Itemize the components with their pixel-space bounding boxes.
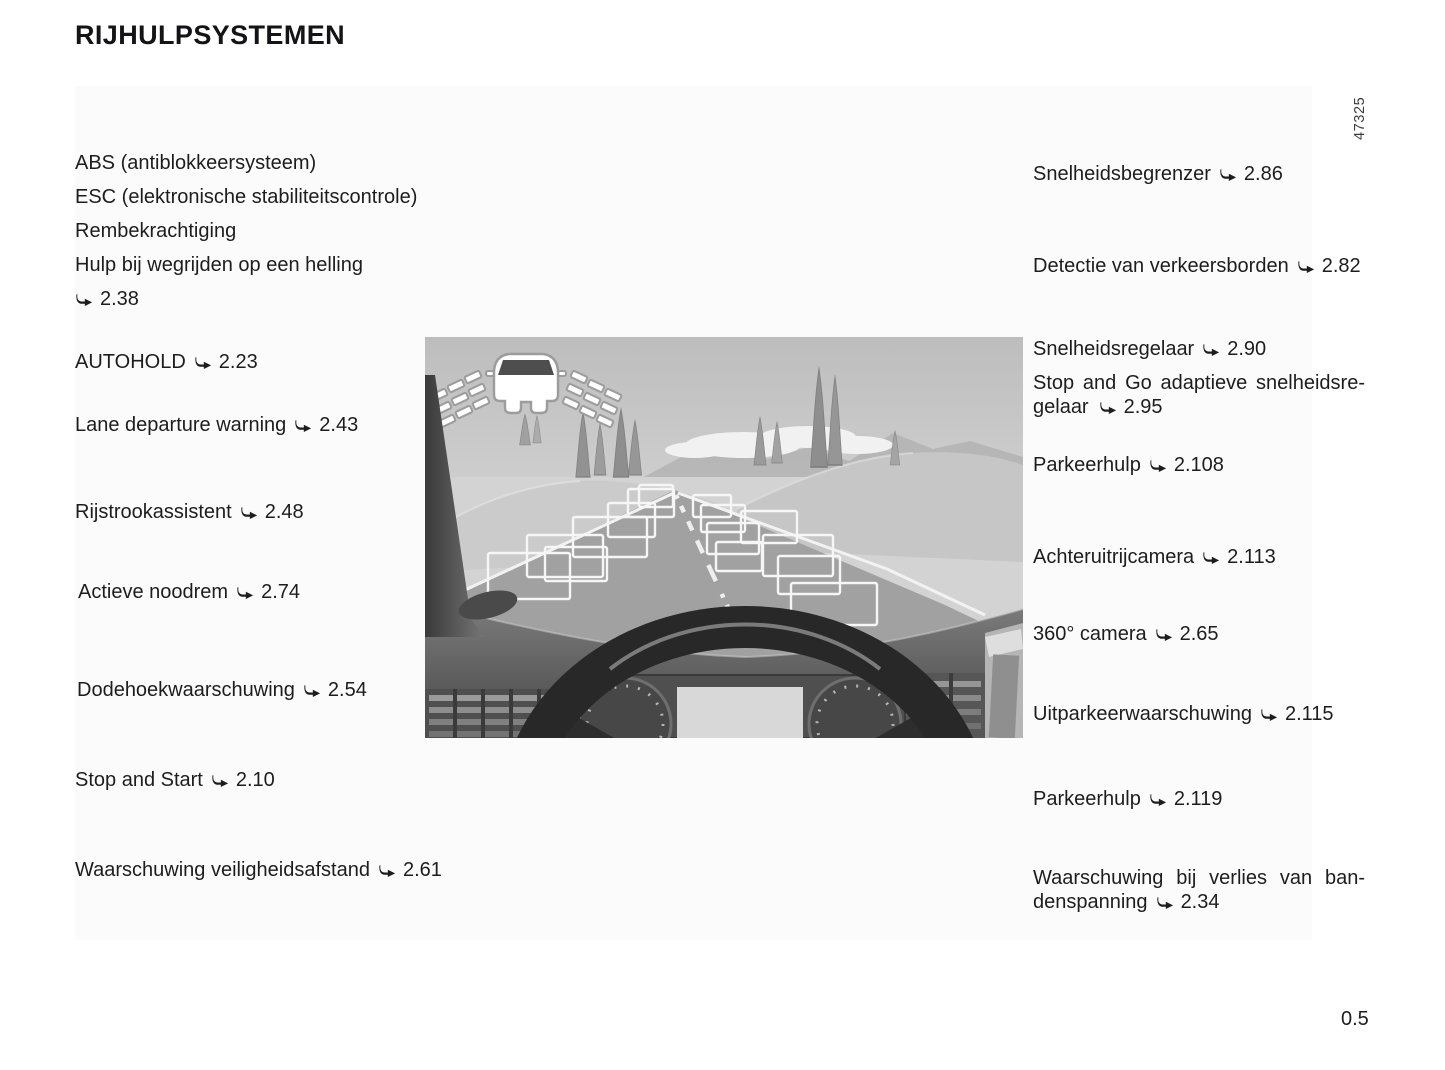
toc-line: ABS (antiblokkeersysteem): [75, 152, 317, 174]
toc-item-stop-and-start: [75, 768, 275, 792]
page-ref-number: 2.113: [1227, 546, 1276, 568]
car-mirror-left: [486, 371, 494, 376]
page-ref-number: 2.74: [261, 581, 301, 603]
page-ref-arrow-icon: [303, 685, 321, 697]
toc-line: Waarschuwing bij verlies van ban-: [1033, 867, 1365, 889]
toc-ref-line: [75, 282, 417, 316]
toc-item-achteruitrijcamera: [1033, 545, 1276, 569]
page-ref-arrow-icon: [1297, 261, 1315, 273]
toc-item-label: 360° camera: [1033, 623, 1147, 645]
cluster-display: [677, 687, 803, 738]
page-ref-number: 2.65: [1179, 623, 1219, 645]
page-ref-number: 2.61: [402, 859, 442, 881]
toc-item-label: Waarschuwing veiligheidsafstand: [75, 859, 370, 881]
page-ref-number: 2.90: [1227, 338, 1267, 360]
toc-item-snelheidsregelaar: [1033, 337, 1266, 361]
toc-line: Rembekrachtiging: [75, 220, 237, 242]
toc-item-label: AUTOHOLD: [75, 351, 186, 373]
car-mirror-right: [558, 371, 566, 376]
windshield-driver-assist-illustration: [425, 337, 1023, 738]
toc-item-360-camera: [1033, 622, 1219, 646]
toc-item-label: Actieve noodrem: [78, 581, 229, 603]
figure-number: 47325: [1352, 96, 1368, 140]
toc-item-label: Detectie van verkeersborden: [1033, 255, 1289, 277]
toc-item-verkeersborden: [1033, 254, 1361, 278]
instrument-cluster: [575, 675, 905, 738]
page-ref-arrow-icon: [1149, 460, 1167, 472]
toc-item-label: Snelheidsbegrenzer: [1033, 163, 1211, 185]
toc-item-label: Parkeerhulp: [1033, 788, 1141, 810]
toc-item-bandenspanning: [1033, 866, 1365, 914]
page-ref-number: 2.23: [218, 351, 258, 373]
toc-item-parkeerhulp-2: [1033, 787, 1222, 811]
page-ref-arrow-icon: [211, 775, 229, 787]
page-ref-number: 2.34: [1180, 891, 1220, 913]
toc-item-uitparkeerwaarschuwing: [1033, 702, 1334, 726]
toc-line: [1033, 395, 1365, 419]
toc-item-veiligheidsafstand: [75, 858, 442, 882]
page-ref-number: 2.119: [1173, 788, 1223, 810]
page-ref-number: 2.38: [100, 288, 139, 310]
toc-item-adaptieve-snelheidsregelaar: [1033, 371, 1365, 419]
toc-item-label: Rijstrookassistent: [75, 501, 232, 523]
toc-item-lane-departure: [75, 413, 358, 437]
page-ref-arrow-icon: [378, 865, 396, 877]
page-ref-arrow-icon: [1202, 552, 1220, 564]
center-console-panel: [985, 623, 1023, 738]
page-ref-arrow-icon: [240, 507, 258, 519]
page-ref-arrow-icon: [194, 357, 212, 369]
toc-item-label: Uitparkeerwaarschuwing: [1033, 703, 1252, 725]
page-ref-number: 2.115: [1284, 703, 1334, 725]
page-ref-arrow-icon: [1219, 169, 1237, 181]
page-ref-arrow-icon: [236, 587, 254, 599]
toc-item-autohold: [75, 350, 258, 374]
toc-item-snelheidsbegrenzer: [1033, 162, 1283, 186]
car-rear-window: [498, 360, 554, 375]
page-ref-arrow-icon: [75, 294, 93, 306]
toc-item-label: Parkeerhulp: [1033, 454, 1141, 476]
page-ref-number: 2.43: [319, 414, 359, 436]
toc-line: ESC (elektronische stabiliteitscontrole): [75, 186, 418, 208]
toc-item-label: Snelheidsregelaar: [1033, 338, 1195, 360]
toc-item-dodehoekwaarschuwing: [77, 678, 367, 702]
illustration-figure: [425, 337, 1023, 738]
page-ref-number: 2.48: [264, 501, 304, 523]
toc-item-actieve-noodrem: [78, 580, 300, 604]
toc-item-rijstrookassistent: [75, 500, 304, 524]
page-number: 0.5: [1341, 1008, 1369, 1030]
toc-line: Stop and Go adaptieve snelheidsre-: [1033, 372, 1365, 394]
toc-line: [1033, 890, 1365, 914]
page-ref-arrow-icon: [1099, 402, 1117, 414]
toc-item-label: Achteruitrijcamera: [1033, 546, 1195, 568]
toc-item-label: Dodehoekwaarschuwing: [77, 679, 295, 701]
page-ref-arrow-icon: [1156, 897, 1174, 909]
page-ref-arrow-icon: [294, 420, 312, 432]
page-ref-number: 2.10: [235, 769, 275, 791]
page-ref-arrow-icon: [1149, 794, 1167, 806]
page-ref-arrow-icon: [1260, 709, 1278, 721]
page-ref-number: 2.86: [1243, 163, 1283, 185]
toc-item-label: Stop and Start: [75, 769, 203, 791]
toc-item-label: Lane departure warning: [75, 414, 287, 436]
page-ref-number: 2.108: [1173, 454, 1224, 476]
toc-block-abs-esc: [75, 146, 417, 316]
page-ref-arrow-icon: [1155, 629, 1173, 641]
toc-item-label: gelaar: [1033, 396, 1089, 418]
page-ref-arrow-icon: [1202, 344, 1220, 356]
page-ref-number: 2.95: [1123, 396, 1163, 418]
toc-item-label: denspanning: [1033, 891, 1148, 913]
toc-line: Hulp bij wegrijden op een helling: [75, 254, 363, 276]
toc-item-parkeerhulp-1: [1033, 453, 1224, 477]
page-title: RIJHULPSYSTEMEN: [75, 20, 346, 50]
page-ref-number: 2.54: [327, 679, 367, 701]
page-ref-number: 2.82: [1321, 255, 1361, 277]
